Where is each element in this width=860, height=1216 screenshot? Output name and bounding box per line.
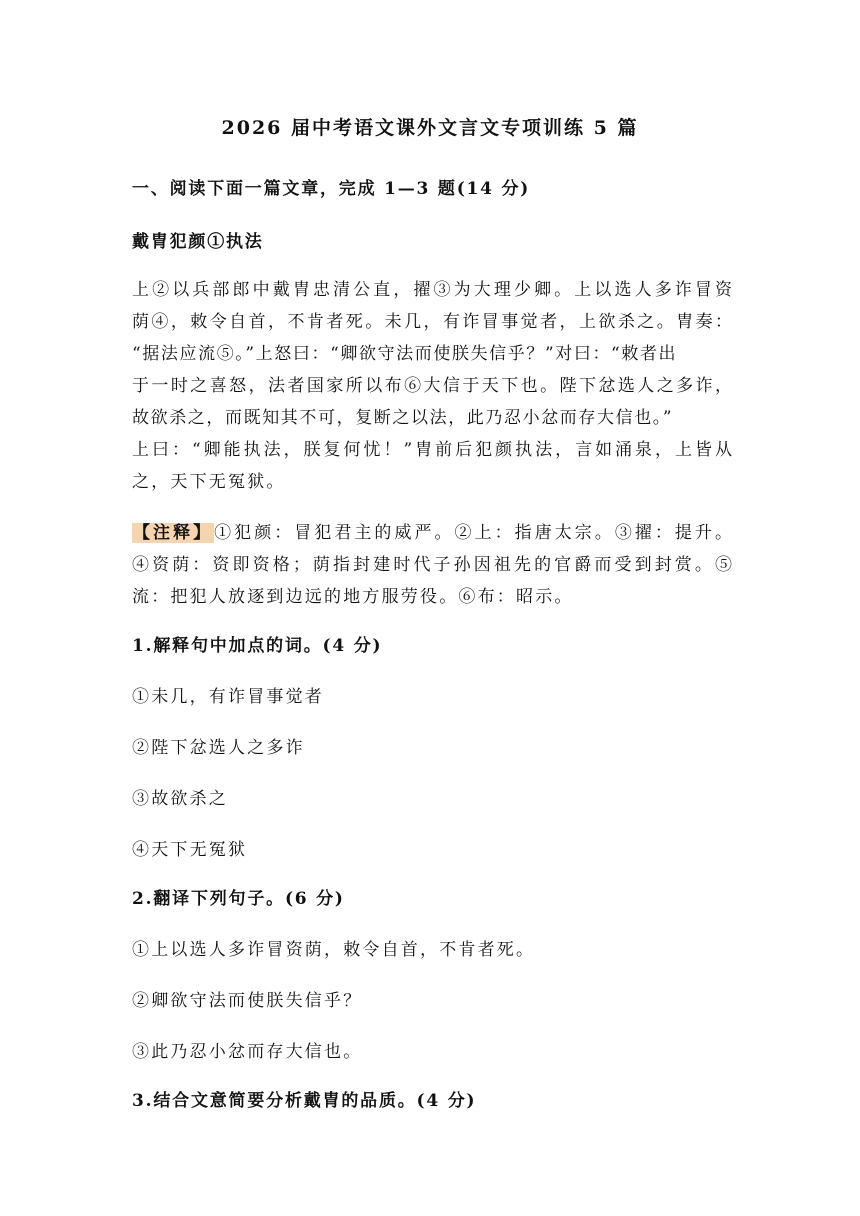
section-heading: 一、阅读下面一篇文章，完成 1—3 题(14 分) xyxy=(132,179,531,199)
annotation-line: 流：把犯人放逐到边远的地方服劳役。⑥布：昭示。 xyxy=(132,587,574,607)
passage-line: 上②以兵部郎中戴胄忠清公直，擢③为大理少卿。上以选人多诈冒资 xyxy=(132,280,732,300)
question-1-item: ①未几，有诈冒事觉者 xyxy=(132,687,324,707)
question-2-item: ①上以选人多诈冒资荫，敕令自首，不肯者死。 xyxy=(132,940,536,960)
annotation-label: 【注释】 xyxy=(133,523,214,543)
article-title: 戴胄犯颜①执法 xyxy=(132,232,264,252)
passage-line: 荫④，敕令自首，不肯者死。未几，有诈冒事觉者，上欲杀之。胄奏： xyxy=(132,312,732,332)
question-1-item: ②陛下忿选人之多诈 xyxy=(132,738,305,758)
document-title: 2026 届中考语文课外文言文专项训练 5 篇 xyxy=(221,117,639,139)
question-1-item: ③故欲杀之 xyxy=(132,789,228,809)
question-1-item: ④天下无冤狱 xyxy=(132,840,248,860)
passage-line: 于一时之喜怒，法者国家所以布⑥大信于天下也。陛下忿选人之多诈， xyxy=(132,376,732,396)
passage-line: 上曰：“卿能执法，朕复何忧！”胄前后犯颜执法，言如涌泉，上皆从 xyxy=(132,440,732,460)
annotation-text: ①犯颜：冒犯君主的威严。②上：指唐太宗。③擢：提升。 xyxy=(214,523,733,543)
annotation-line: ④资荫：资即资格；荫指封建时代子孙因祖先的官爵而受到封赏。⑤ xyxy=(132,555,732,575)
question-2-item: ③此乃忍小忿而存大信也。 xyxy=(132,1042,363,1062)
question-2-item: ②卿欲守法而使朕失信乎？ xyxy=(132,991,363,1011)
passage-line: 故欲杀之，而既知其不可，复断之以法，此乃忍小忿而存大信也。” xyxy=(132,408,674,428)
passage-line: “据法应流⑤。”上怒曰：“卿欲守法而使朕失信乎？”对曰：“敕者出 xyxy=(132,344,678,364)
question-2-prompt: 2.翻译下列句子。(6 分) xyxy=(132,889,345,909)
question-1-prompt: 1.解释句中加点的词。(4 分) xyxy=(132,636,383,656)
question-3-prompt: 3.结合文意简要分析戴胄的品质。(4 分) xyxy=(132,1091,477,1111)
annotation-line xyxy=(132,520,732,546)
passage-line: 之，天下无冤狱。 xyxy=(132,472,286,492)
